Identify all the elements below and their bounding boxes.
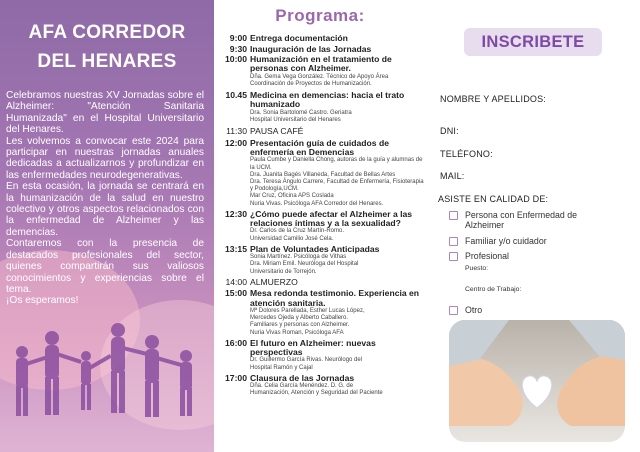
- intro-paragraph: Celebramos nuestras XV Jornadas sobre el Alzheimer: "Atención Sanitaria Humanizada" en el Hospital Universitario del Henares.: [6, 90, 204, 136]
- item-title: ALMUERZO: [250, 276, 298, 287]
- option-label: Persona con Enfermedad de Alzheimer: [465, 210, 577, 231]
- checkbox-icon[interactable]: [449, 306, 458, 315]
- schedule-item: [214, 374, 426, 398]
- item-speaker: Dña. Gema Vega González. Técnico de Apoyo Área: [250, 73, 389, 80]
- item-title: Clausura de las Jornadas: [250, 372, 355, 383]
- item-time: 10:00: [225, 54, 247, 65]
- item-speaker: Dra. Juanita Bagés Villaneda, Facultad de Bellas Artes: [250, 171, 396, 178]
- programa-heading: Programa:: [275, 6, 365, 25]
- title-line-1: AFA CORREDOR: [28, 22, 186, 43]
- option-persona-alzheimer[interactable]: [449, 210, 595, 231]
- item-details: [250, 357, 424, 371]
- intro-paragraph: Contaremos con la presencia de destacados profesionales del sector, quienes compartirán sus valiosos conocimientos y experiencias sobre el tema.: [6, 238, 204, 295]
- intro-paragraph: ¡Os esperamos!: [6, 295, 79, 307]
- heart-hands-photo: [449, 320, 625, 442]
- item-speaker: Mar Cruz, Oficina APS Coslada: [250, 193, 334, 200]
- item-title: Mesa redonda testimonio. Experiencia en atención sanitaria.: [250, 288, 420, 308]
- item-speaker: Dr. Carlos de la Cruz Martín-Romo.: [250, 228, 345, 235]
- item-details: [250, 110, 424, 124]
- item-speaker: Dra. Teresa Ángulo Carrere, Facultad de Enfermería, Fisioterapia y Podología,UCM.: [250, 178, 424, 193]
- item-title: Plan de Voluntades Anticipadas: [250, 243, 380, 254]
- schedule-item: [214, 91, 426, 124]
- schedule-item: [214, 55, 426, 88]
- item-time: 14:00: [225, 276, 247, 287]
- schedule-list: [214, 34, 426, 397]
- item-time: 15:00: [225, 288, 247, 299]
- schedule-item: [214, 245, 426, 276]
- item-speaker: Humanización, Atención y Seguridad del Paciente: [250, 390, 383, 397]
- name-field-label[interactable]: NOMBRE Y APELLIDOS:: [440, 94, 547, 104]
- schedule-item: [214, 139, 426, 208]
- item-speaker: Nuria Vivas. Psicóloga AFA Corredor del Henares.: [250, 200, 384, 207]
- item-time: 13:15: [225, 243, 247, 254]
- item-speaker: Mercedes Ojeda y Alberto Caballero.: [250, 315, 349, 322]
- item-title: Presentación guía de cuidados de enfermería en Demencias: [250, 137, 389, 158]
- item-title: ¿Cómo puede afectar el Alzheimer a las relaciones íntimas y a la sexualidad?: [250, 208, 413, 229]
- option-label: Profesional: [465, 251, 510, 261]
- item-speaker: Familiares y personas con Alzheimer.: [250, 322, 350, 329]
- item-speaker: Dra. Sonia Bartolomé Castro. Geriatra: [250, 109, 352, 116]
- item-time: 16:00: [225, 337, 247, 348]
- item-speaker: Nuria Vivas Roman, Psicóloga AFA: [250, 329, 344, 336]
- item-title: El futuro en Alzheimer: nuevas perspectivas: [250, 337, 376, 357]
- item-time: 10.45: [225, 90, 247, 101]
- item-speaker: Dr. Guillermo García Rivas. Neurólogo del: [250, 357, 363, 364]
- schedule-item: [214, 289, 426, 336]
- title-line-2: DEL HENARES: [37, 51, 177, 72]
- intro-panel: [0, 0, 214, 452]
- item-details: [250, 254, 424, 276]
- centro-field-label[interactable]: Centro de Trabajo:: [465, 286, 522, 293]
- option-familiar[interactable]: [449, 236, 547, 246]
- item-title: Inauguración de las Jornadas: [250, 43, 372, 54]
- item-speaker: Coordinación de Proyectos de Humanización.: [250, 80, 372, 87]
- item-details: [250, 308, 424, 337]
- schedule-item: [214, 278, 426, 288]
- option-otro[interactable]: [449, 305, 482, 315]
- item-time: 12:30: [225, 208, 247, 219]
- item-details: [250, 383, 424, 397]
- item-title: PAUSA CAFÉ: [250, 126, 304, 137]
- people-chain-icon: [0, 300, 214, 452]
- intro-paragraph: En esta ocasión, la jornada se centrará en la humanización de la salud en nuestro colectivo y otros aspectos relacionados con la enfermedad de Alzheimer y las demencias.: [6, 181, 204, 238]
- registration-panel: [426, 0, 640, 452]
- role-label: ASISTE EN CALIDAD DE:: [438, 194, 549, 204]
- programa-panel: [214, 0, 426, 452]
- organization-title: [0, 18, 214, 76]
- phone-field-label[interactable]: TELÉFONO:: [440, 149, 493, 159]
- item-speaker: Universitario de Torrejón.: [250, 268, 317, 275]
- item-speaker: Hospital Universitario del Henares: [250, 116, 341, 123]
- intro-text: [6, 90, 204, 307]
- checkbox-icon[interactable]: [449, 211, 458, 220]
- item-title: Humanización en el tratamiento de personas con Alzheimer.: [250, 54, 392, 74]
- item-speaker: Hospital Ramón y Cajal: [250, 364, 313, 371]
- item-speaker: Dña. Celia García Menéndez. D. G. de: [250, 383, 354, 389]
- item-time: 9:30: [229, 43, 247, 54]
- option-label: Otro: [465, 305, 483, 315]
- item-details: [250, 157, 424, 207]
- item-title: Medicina en demencias: hacia el trato humanizado: [250, 90, 405, 110]
- item-title: Entrega documentación: [250, 33, 348, 43]
- item-speaker: Dra. Miriam Emil. Neuróloga del Hospital: [250, 261, 359, 268]
- item-time: 11:30: [226, 126, 247, 137]
- schedule-item: [214, 339, 426, 372]
- dni-field-label[interactable]: DNI:: [440, 126, 459, 136]
- intro-paragraph: Les volvemos a convocar este 2024 para participar en nuestras jornadas anuales dedicadas a actualizarnos y profundizar en las enfermedades neurodegenerativas.: [6, 135, 204, 181]
- item-time: 9:00: [229, 33, 247, 43]
- checkbox-icon[interactable]: [449, 252, 458, 261]
- schedule-item: [214, 45, 426, 55]
- option-profesional[interactable]: [449, 251, 509, 261]
- schedule-item: [214, 34, 426, 44]
- inscribete-badge: INSCRIBETE: [464, 28, 602, 56]
- puesto-field-label[interactable]: Puesto:: [465, 265, 489, 272]
- mail-field-label[interactable]: MAIL:: [440, 171, 465, 181]
- item-speaker: Paula Cumbe y Daniella Chong, autoras de la guía y alumnas de la UCM.: [250, 157, 423, 171]
- item-time: 12:00: [225, 137, 247, 148]
- item-details: [250, 228, 424, 242]
- schedule-item: [214, 127, 426, 137]
- item-speaker: Universidad Camilio José Cela.: [250, 235, 334, 242]
- item-speaker: Mª Dolores Parellada, Esther Lucas López,: [250, 307, 365, 314]
- item-details: [250, 74, 424, 88]
- item-time: 17:00: [225, 372, 247, 383]
- schedule-item: [214, 210, 426, 243]
- item-speaker: Sonia Martínez. Psicóloga de Vithas: [250, 254, 347, 261]
- option-label: Familiar y/o cuidador: [465, 236, 547, 246]
- checkbox-icon[interactable]: [449, 237, 458, 246]
